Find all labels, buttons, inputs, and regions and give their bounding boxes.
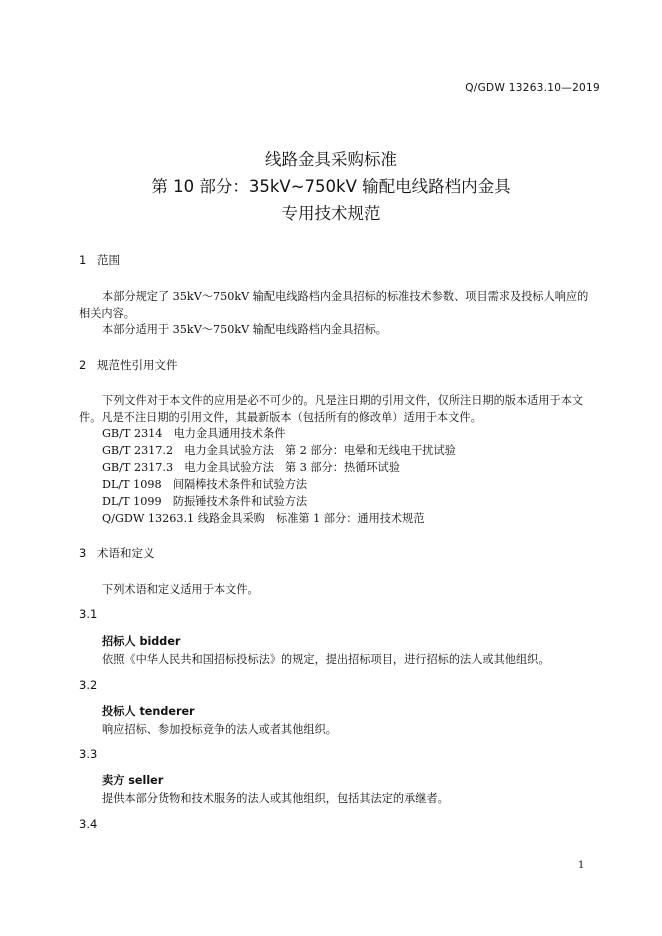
subsection-number: 3.1 (79, 607, 98, 621)
page-number: 1 (578, 860, 585, 871)
subsection-number: 3.3 (79, 747, 98, 761)
reference-item: DL/T 1099 防振锤技术条件和试验方法 (102, 495, 308, 508)
reference-item: GB/T 2317.2 电力金具试验方法 第 2 部分：电晕和无线电干扰试验 (102, 444, 456, 457)
title-line-2: 第 10 部分：35kV~750kV 输配电线路档内金具 (151, 177, 511, 196)
document-number: Q/GDW 13263.10—2019 (465, 82, 600, 94)
term-title: 卖方 seller (102, 774, 164, 787)
term-definition: 依照《中华人民共和国招标投标法》的规定，提出招标项目，进行招标的法人或其他组织。 (102, 653, 550, 666)
section-2-heading (79, 357, 178, 373)
term-definition: 提供本部分货物和技术服务的法人或其他组织，包括其法定的承继者。 (102, 792, 449, 805)
section-title: 术语和定义 (97, 546, 155, 560)
paragraph: 本部分规定了 35kV～750kV 输配电线路档内金具招标的标准技术参数、项目需求及投标人响应的 (102, 290, 589, 303)
paragraph: 下列文件对于本文件的应用是必不可少的。凡是注日期的引用文件，仅所注日期的版本适用于本文 (102, 394, 584, 407)
section-3-heading (79, 545, 155, 561)
subsection-number: 3.4 (79, 817, 98, 831)
term-title: 招标人 bidder (102, 635, 181, 648)
paragraph: 本部分适用于 35kV～750kV 输配电线路档内金具招标。 (102, 323, 387, 336)
reference-item: GB/T 2314 电力金具通用技术条件 (102, 427, 286, 440)
section-title: 规范性引用文件 (97, 358, 178, 372)
paragraph: 件。凡是不注日期的引用文件，其最新版本（包括所有的修改单）适用于本文件。 (79, 411, 482, 424)
term-definition: 响应招标、参加投标竞争的法人或者其他组织。 (102, 723, 337, 736)
subsection-number: 3.2 (79, 678, 98, 692)
title-line-1: 线路金具采购标准 (265, 150, 397, 169)
section-1-heading (79, 252, 120, 268)
reference-item: DL/T 1098 间隔棒技术条件和试验方法 (102, 478, 308, 491)
paragraph: 下列术语和定义适用于本文件。 (102, 583, 259, 596)
title-line-3: 专用技术规范 (281, 204, 381, 223)
section-number: 3 (79, 546, 87, 560)
reference-item: GB/T 2317.3 电力金具试验方法 第 3 部分：热循环试验 (102, 461, 400, 474)
section-title: 范围 (97, 253, 120, 267)
paragraph: 相关内容。 (79, 307, 135, 320)
reference-item: Q/GDW 13263.1 线路金具采购 标准第 1 部分：通用技术规范 (102, 512, 425, 525)
section-number: 1 (79, 253, 87, 267)
term-title: 投标人 tenderer (102, 705, 195, 718)
section-number: 2 (79, 358, 87, 372)
